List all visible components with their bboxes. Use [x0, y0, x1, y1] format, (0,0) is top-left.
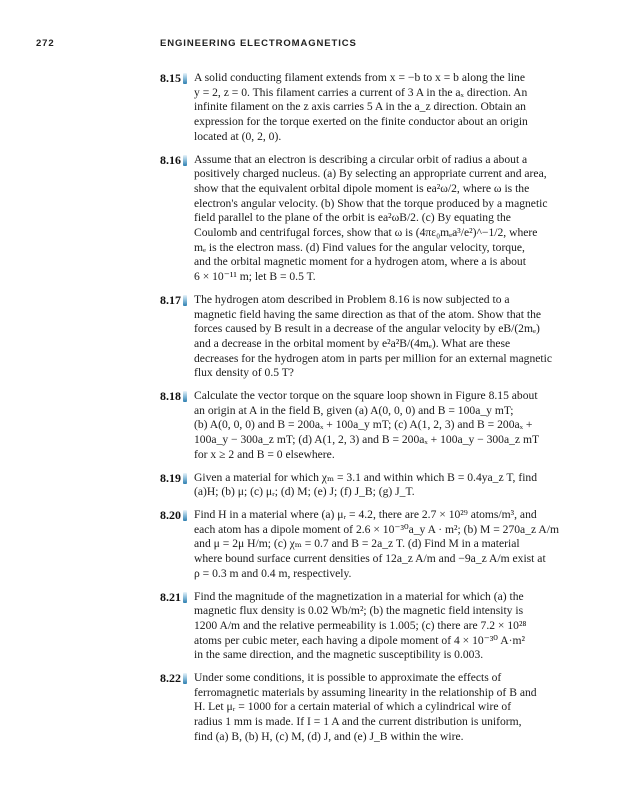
problem-number: 8.16	[160, 152, 181, 167]
margin-marker-icon	[183, 391, 187, 402]
problem-8-16	[160, 153, 580, 285]
text-line: where bound surface current densities of 12a_z A/m and −9a_z A/m exist at	[194, 552, 546, 566]
text-line: A solid conducting filament extends from x = −b to x = b along the line	[194, 71, 525, 84]
problem-number: 8.21	[160, 589, 181, 604]
text-line: Coulomb and centrifugal forces, show that ω is (4πε₀mₑa³/e²)^−1/2, where	[194, 226, 538, 240]
text-line: expression for the torque exerted on the finite conductor about an origin	[194, 115, 528, 129]
margin-marker-icon	[183, 73, 187, 84]
margin-marker-icon	[183, 510, 187, 521]
text-line: an origin at A in the field B, given (a) A(0, 0, 0) and B = 100a_y mT;	[194, 403, 514, 417]
text-line: positively charged nucleus. (a) By selecting an appropriate current and area,	[194, 167, 547, 181]
problem-8-21	[160, 590, 580, 664]
text-line: y = 2, z = 0. This filament carries a current of 3 A in the aₓ direction. An	[194, 85, 528, 99]
running-title: ENGINEERING ELECTROMAGNETICS	[160, 38, 357, 49]
problem-text	[194, 590, 580, 664]
text-line: atoms per cubic meter, each having a dipole moment of 4 × 10⁻³⁰ A·m²	[194, 633, 525, 647]
text-line: forces caused by B result in a decrease of the angular velocity by eB/(2mₑ)	[194, 322, 540, 336]
text-line: in the same direction, and the magnetic susceptibility is 0.003.	[194, 648, 484, 662]
problem-text	[194, 471, 580, 500]
text-line: show that the equivalent orbital dipole moment is ea²ω/2, where ω is the	[194, 181, 530, 195]
text-line: and the orbital magnetic moment for a hydrogen atom, where a is about	[194, 255, 526, 269]
problem-number: 8.22	[160, 671, 181, 686]
margin-marker-icon	[183, 673, 187, 684]
problem-8-15	[160, 71, 580, 145]
problem-8-20	[160, 508, 580, 582]
text-line: Given a material for which χₘ = 3.1 and within which B = 0.4ya_z T, find	[194, 470, 538, 484]
text-line: (b) A(0, 0, 0) and B = 200aₓ + 100a_y mT; (c) A(1, 2, 3) and B = 200aₓ +	[194, 418, 533, 432]
text-line: radius 1 mm is made. If I = 1 A and the current distribution is uniform,	[194, 715, 522, 729]
text-line: Under some conditions, it is possible to approximate the effects of	[194, 671, 502, 685]
problem-text	[194, 671, 580, 745]
text-line: each atom has a dipole moment of 2.6 × 10⁻³⁰a_y A · m²; (b) M = 270a_z A/m	[194, 522, 560, 536]
problem-text	[194, 389, 580, 463]
text-line: Find H in a material where (a) μᵣ = 4.2, there are 2.7 × 10²⁹ atoms/m³, and	[194, 507, 537, 521]
text-line: for x ≥ 2 and B = 0 elsewhere.	[194, 447, 335, 461]
problem-8-17	[160, 293, 580, 381]
problem-number: 8.17	[160, 292, 181, 307]
text-line: The hydrogen atom described in Problem 8.16 is now subjected to a	[194, 292, 510, 306]
margin-marker-icon	[183, 155, 187, 166]
margin-marker-icon	[183, 592, 187, 603]
problem-list	[160, 71, 580, 753]
text-line: find (a) B, (b) H, (c) M, (d) J, and (e) J_B within the wire.	[194, 729, 464, 743]
text-line: 1200 A/m and the relative permeability is 1.005; (c) there are 7.2 × 10²⁸	[194, 618, 527, 632]
text-line: Assume that an electron is describing a circular orbit of radius a about a	[194, 152, 528, 166]
problem-number: 8.19	[160, 470, 181, 485]
problem-8-18	[160, 389, 580, 463]
problem-number: 8.18	[160, 389, 181, 404]
text-line: flux density of 0.5 T?	[194, 366, 294, 380]
text-line: 100a_y − 300a_z mT; (d) A(1, 2, 3) and B = 200aₓ + 100a_y − 300a_z mT	[194, 433, 540, 447]
text-line: (a)H; (b) μ; (c) μᵣ; (d) M; (e) J; (f) J_B; (g) J_T.	[194, 485, 415, 499]
problem-8-19	[160, 471, 580, 500]
problem-8-22	[160, 671, 580, 745]
problem-text	[194, 293, 580, 381]
text-line: ferromagnetic materials by assuming linearity in the relationship of B and	[194, 685, 537, 699]
problem-text	[194, 508, 580, 582]
text-line: mₑ is the electron mass. (d) Find values for the angular velocity, torque,	[194, 240, 525, 254]
text-line: and a decrease in the orbital moment by e²a²B/(4mₑ). What are these	[194, 336, 511, 350]
text-line: 6 × 10⁻¹¹ m; let B = 0.5 T.	[194, 270, 316, 284]
problem-text	[194, 153, 580, 285]
text-line: Calculate the vector torque on the square loop shown in Figure 8.15 about	[194, 389, 538, 403]
margin-marker-icon	[183, 295, 187, 306]
text-line: Find the magnitude of the magnetization in a material for which (a) the	[194, 589, 524, 603]
text-line: infinite filament on the z axis carries 5 A in the a_z direction. Obtain an	[194, 100, 526, 114]
text-line: decreases for the hydrogen atom in parts per million for an external magnetic	[194, 351, 552, 365]
problem-text	[194, 71, 580, 145]
problem-number: 8.20	[160, 507, 181, 522]
text-line: located at (0, 2, 0).	[194, 129, 282, 143]
page-header	[36, 38, 596, 52]
text-line: electron's angular velocity. (b) Show that the torque produced by a magnetic	[194, 196, 548, 210]
margin-marker-icon	[183, 473, 187, 484]
text-line: field parallel to the plane of the orbit is ea²ωB/2. (c) By equating the	[194, 211, 511, 225]
text-line: magnetic field having the same direction as that of the atom. Show that the	[194, 307, 542, 321]
text-line: magnetic flux density is 0.02 Wb/m²; (b) the magnetic field intensity is	[194, 604, 524, 618]
problem-number: 8.15	[160, 71, 181, 85]
text-line: ρ = 0.3 m and 0.4 m, respectively.	[194, 566, 352, 580]
text-line: H. Let μᵣ = 1000 for a certain material of which a cylindrical wire of	[194, 700, 512, 714]
text-line: and μ = 2μ H/m; (c) χₘ = 0.7 and B = 2a_z T. (d) Find M in a material	[194, 537, 520, 551]
page-number: 272	[36, 38, 55, 49]
